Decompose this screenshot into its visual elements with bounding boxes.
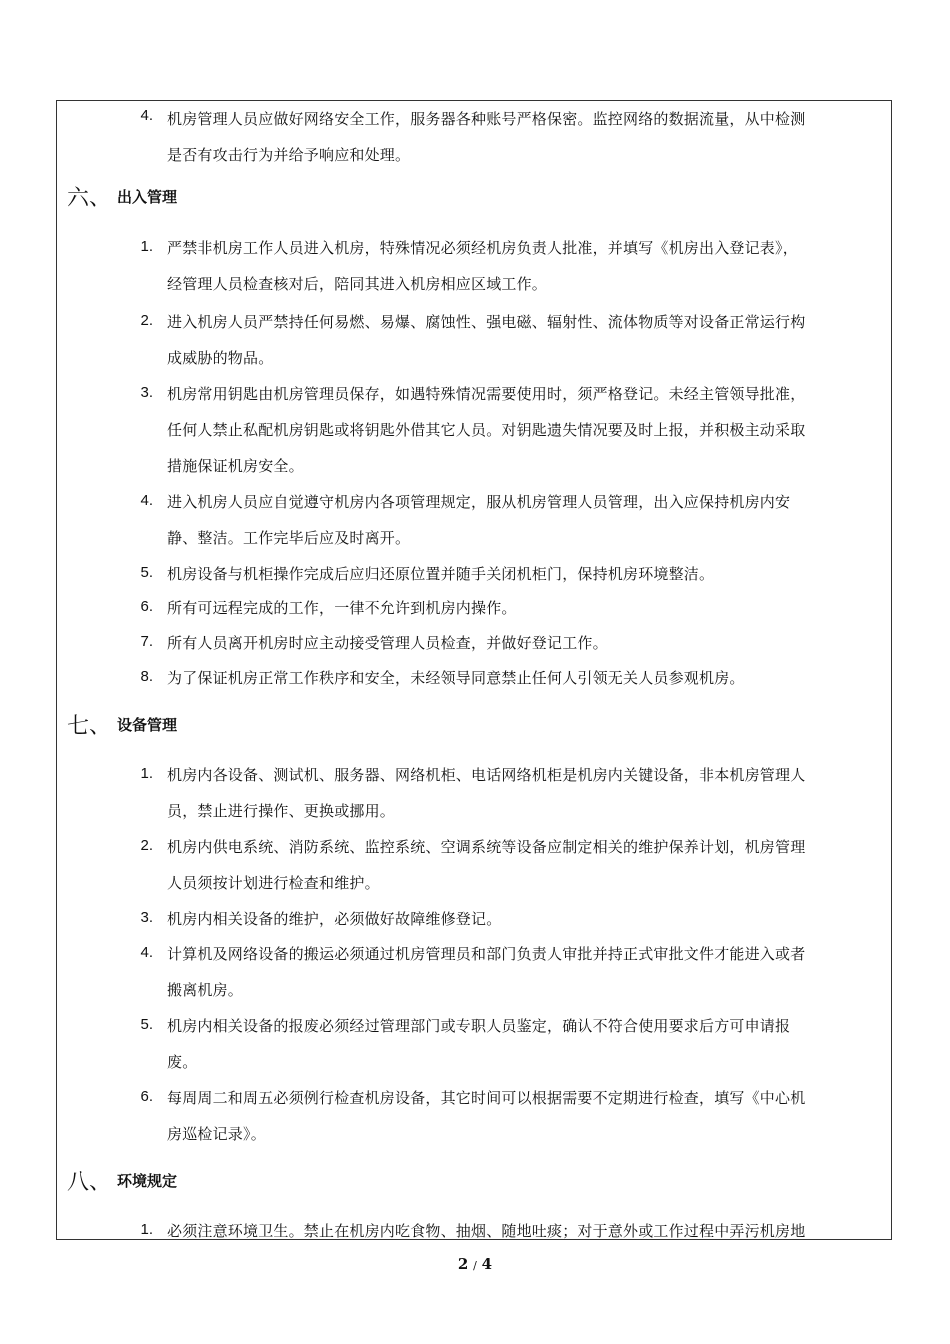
item-text: 废。 — [167, 1053, 198, 1071]
item-number: 6. — [140, 1088, 153, 1105]
item-text: 为了保证机房正常工作秩序和安全，未经领导同意禁止任何人引领无关人员参观机房。 — [167, 669, 745, 687]
page-separator: / — [473, 1259, 477, 1272]
item-text: 进入机房人员严禁持任何易燃、易爆、腐蚀性、强电磁、辐射性、流体物质等对设备正常运行构 — [167, 313, 806, 331]
item-text: 机房设备与机柜操作完成后应归还原位置并随手关闭机柜门，保持机房环境整洁。 — [167, 565, 715, 583]
section-number: 八、 — [67, 1170, 112, 1195]
item-text: 进入机房人员应自觉遵守机房内各项管理规定，服从机房管理人员管理，出入应保持机房内安 — [167, 493, 791, 511]
total-pages: 4 — [481, 1255, 493, 1273]
item-text: 是否有攻击行为并给予响应和处理。 — [167, 146, 411, 164]
item-text: 经管理人员检查核对后，陪同其进入机房相应区域工作。 — [167, 275, 548, 293]
item-text: 任何人禁止私配机房钥匙或将钥匙外借其它人员。对钥匙遗失情况要及时上报，并积极主动采取 — [167, 421, 806, 439]
item-number: 2. — [140, 312, 153, 329]
item-text: 搬离机房。 — [167, 981, 244, 999]
page-number — [0, 1255, 950, 1273]
item-number: 8. — [140, 668, 153, 685]
item-text: 所有人员离开机房时应主动接受管理人员检查，并做好登记工作。 — [167, 634, 608, 652]
item-number: 1. — [140, 765, 153, 782]
item-number: 6. — [140, 598, 153, 615]
item-number: 3. — [140, 384, 153, 401]
item-text: 计算机及网络设备的搬运必须通过机房管理员和部门负责人审批并持正式审批文件才能进入或者 — [167, 945, 806, 963]
item-number: 3. — [140, 909, 153, 926]
section-heading — [67, 709, 177, 749]
item-text: 机房常用钥匙由机房管理员保存，如遇特殊情况需要使用时，须严格登记。未经主管领导批准， — [167, 385, 806, 403]
current-page: 2 — [457, 1255, 469, 1273]
item-text: 所有可远程完成的工作，一律不允许到机房内操作。 — [167, 599, 517, 617]
item-text: 机房内供电系统、消防系统、监控系统、空调系统等设备应制定相关的维护保养计划，机房管理 — [167, 838, 806, 856]
item-text: 机房内各设备、测试机、服务器、网络机柜、电话网络机柜是机房内关键设备，非本机房管理人 — [167, 766, 806, 784]
item-number: 5. — [140, 1016, 153, 1033]
item-number: 4. — [140, 107, 153, 124]
item-text: 静、整洁。工作完毕后应及时离开。 — [167, 529, 411, 547]
item-text: 房巡检记录》。 — [167, 1125, 266, 1143]
item-text: 成威胁的物品。 — [167, 349, 274, 367]
section-number: 六、 — [67, 186, 112, 211]
item-number: 7. — [140, 633, 153, 650]
section-title: 环境规定 — [117, 1172, 178, 1190]
item-text: 员，禁止进行操作、更换或挪用。 — [167, 802, 396, 820]
section-heading — [67, 181, 177, 221]
section-title: 出入管理 — [117, 188, 178, 206]
item-text: 必须注意环境卫生。禁止在机房内吃食物、抽烟、随地吐痰；对于意外或工作过程中弄污机房地 — [167, 1222, 806, 1240]
item-text: 机房内相关设备的维护，必须做好故障维修登记。 — [167, 910, 502, 928]
item-text: 机房管理人员应做好网络安全工作，服务器各种账号严格保密。监控网络的数据流量，从中检测 — [167, 110, 806, 128]
item-number: 5. — [140, 564, 153, 581]
item-text: 机房内相关设备的报废必须经过管理部门或专职人员鉴定，确认不符合使用要求后方可申请报 — [167, 1017, 791, 1035]
item-text: 每周周二和周五必须例行检查机房设备，其它时间可以根据需要不定期进行检查，填写《中心机 — [167, 1089, 806, 1107]
item-number: 4. — [140, 944, 153, 961]
item-number: 1. — [140, 238, 153, 255]
item-number: 1. — [140, 1221, 153, 1238]
item-text: 严禁非机房工作人员进入机房，特殊情况必须经机房负责人批准，并填写《机房出入登记表》， — [167, 239, 798, 257]
section-number: 七、 — [67, 714, 112, 739]
item-number: 2. — [140, 837, 153, 854]
section-heading — [67, 1165, 177, 1205]
item-text: 人员须按计划进行检查和维护。 — [167, 874, 380, 892]
page-frame — [56, 100, 892, 1240]
section-title: 设备管理 — [117, 716, 178, 734]
item-text: 措施保证机房安全。 — [167, 457, 304, 475]
item-number: 4. — [140, 492, 153, 509]
